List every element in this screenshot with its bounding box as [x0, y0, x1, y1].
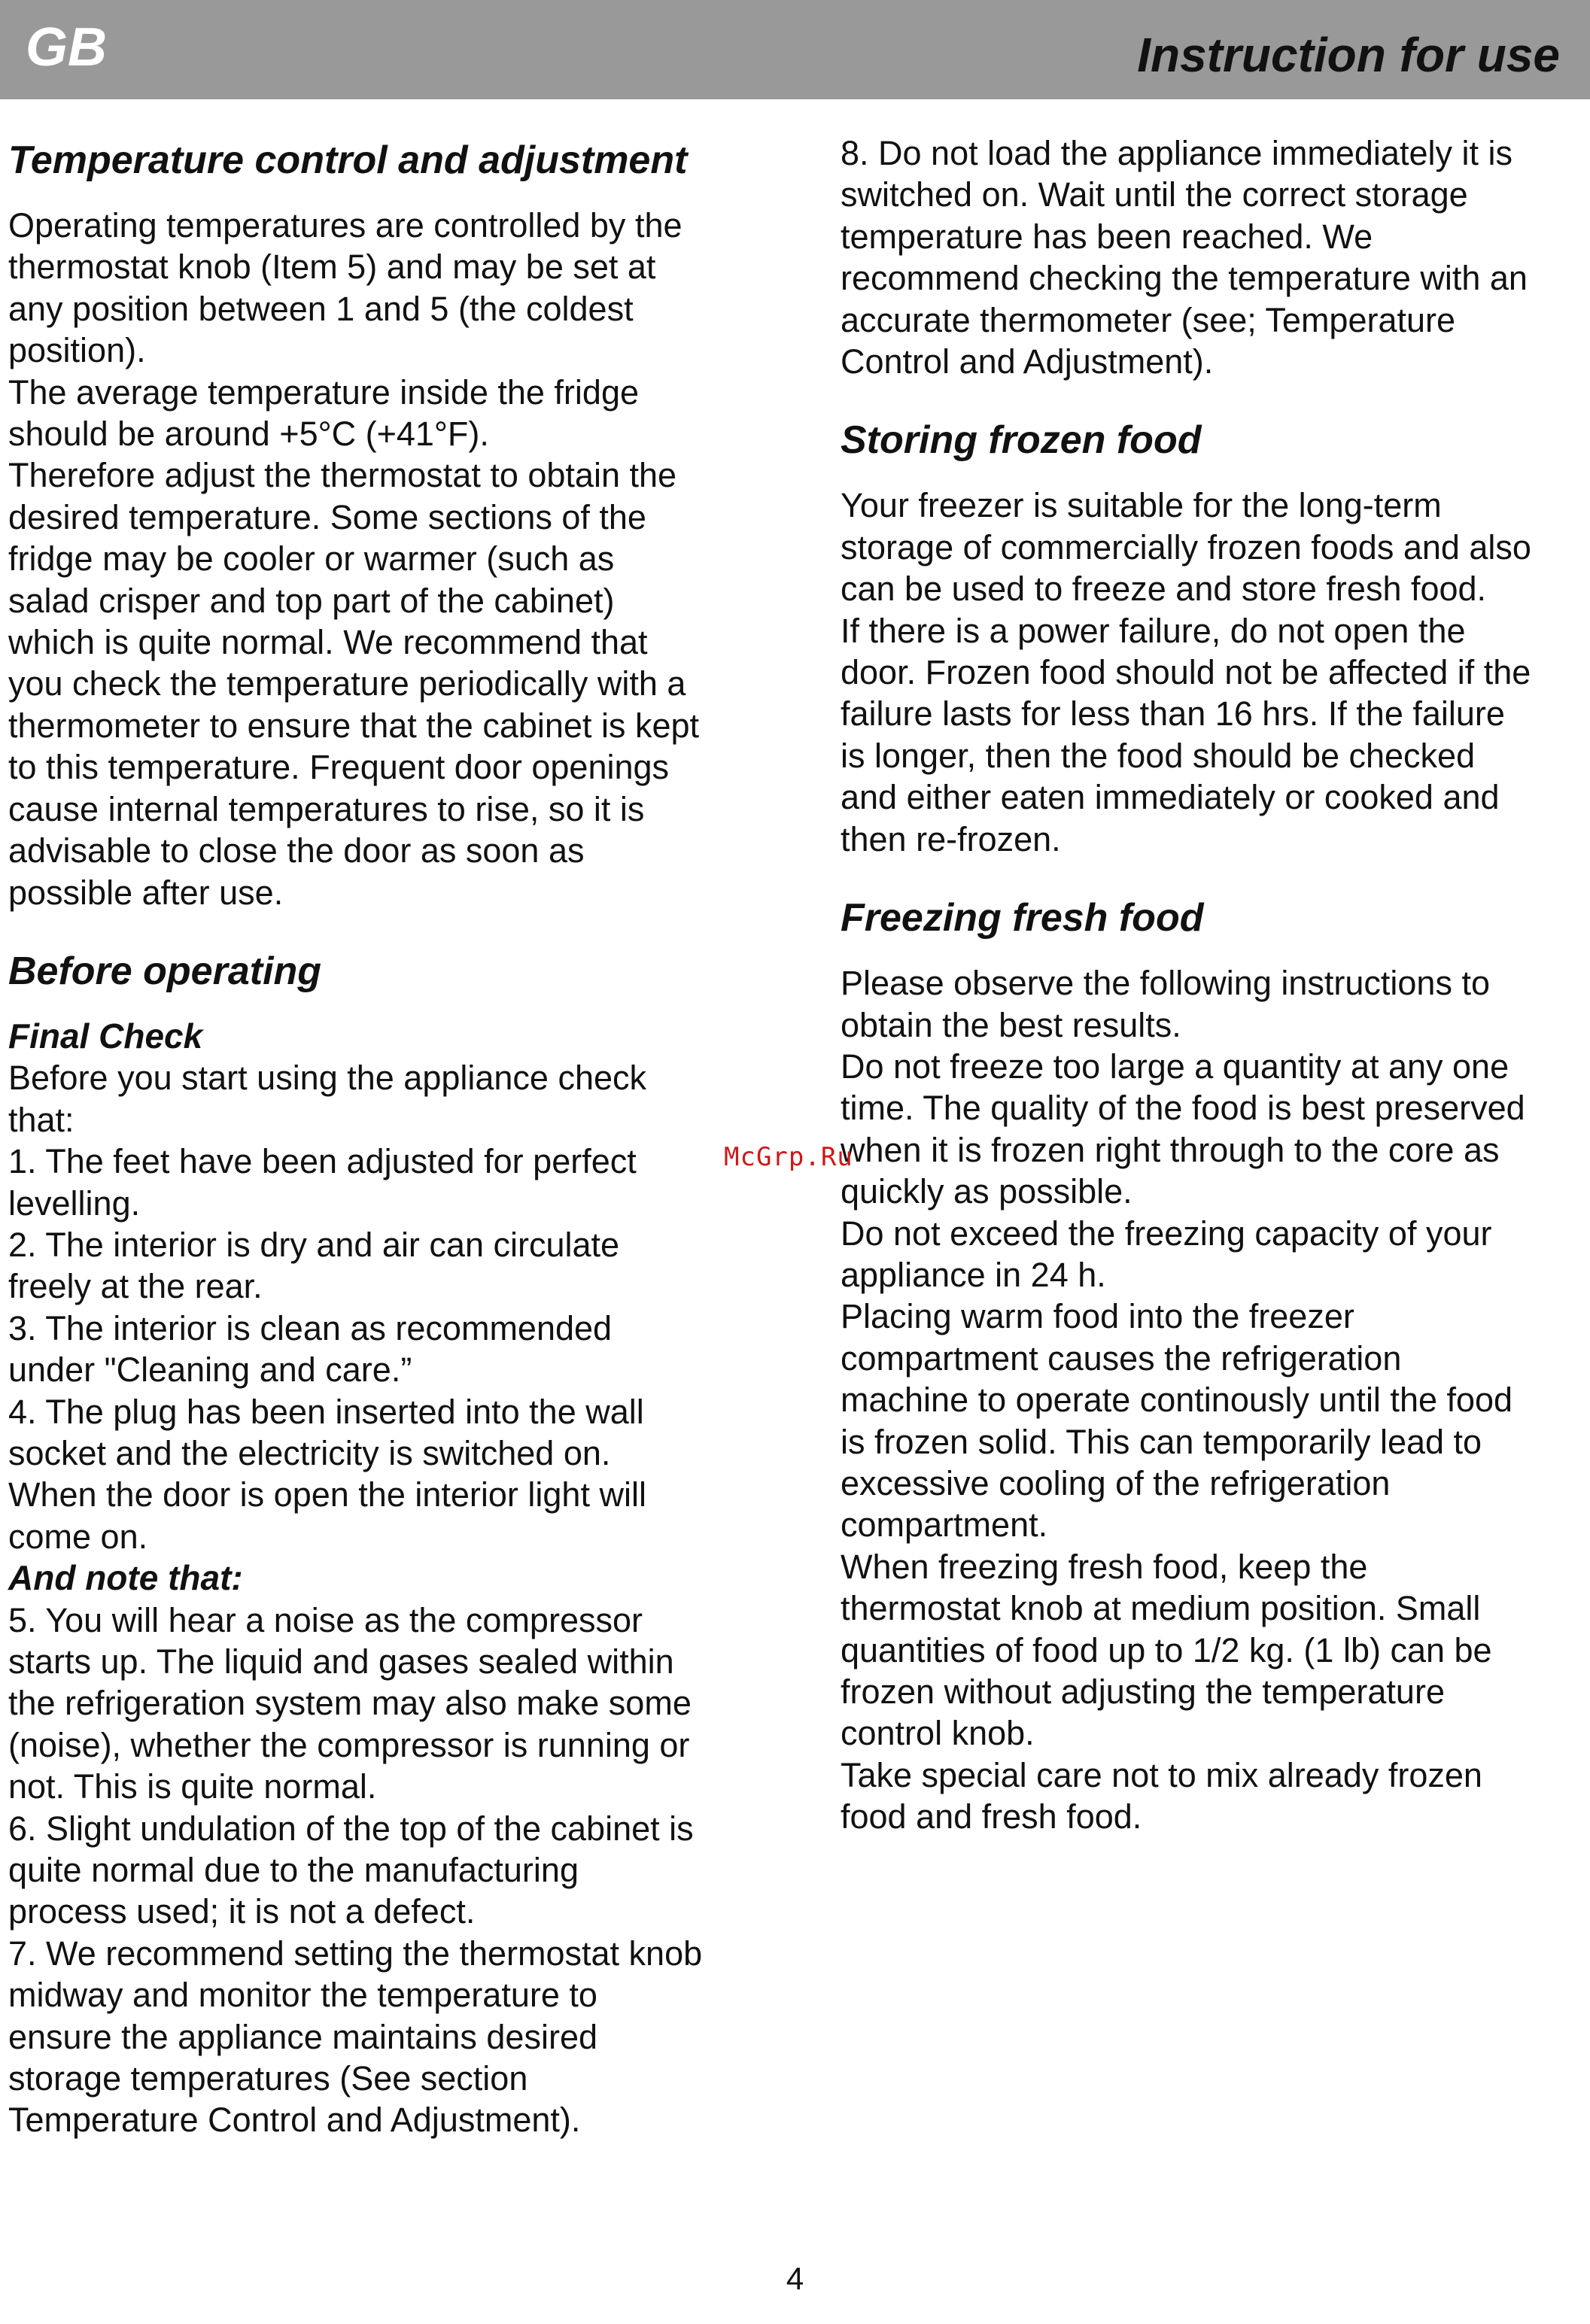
note-heading: And note that:: [8, 1558, 243, 1598]
freezing-fresh-food-text: Please observe the following instructions to obtain the best results. Do not freeze too large a quantity at any one time. The quality of the food is best preserved when it is frozen right through to the core as quickly as possible. Do not exceed the freezing capacity of your appliance in 24 h. Placing warm food into the freezer compartment causes the refrigeration machine to operate continously until the food is frozen solid. This can temporarily lead to excessive cooling of the refrigeration compartment. When freezing fresh food, keep the thermostat knob at medium position. Small quantities of food up to 1/2 kg. (1 lb) can be frozen without adjusting the temperature control knob. Take special care not to mix already frozen food and fresh food.: [841, 964, 1525, 1836]
note-text: 5. You will hear a noise as the compressor starts up. The liquid and gases sealed within the refrigeration system may also make some (noise), whether the compressor is running or not. This is quite normal. 6. Slight undulation of the top of the cabinet is quite normal due to the manufacturing process used; it is not a defect. 7. We recommend setting the thermostat knob midway and monitor the temperature to ensure the appliance maintains desired storage temperatures (See section Temperature Control and Adjustment).: [8, 1600, 703, 2140]
final-check-text: Before you start using the appliance check that: 1. The feet have been adjusted for perfect levelling. 2. The interior is dry and air can circulate freely at the rear. 3. The interior is clean as recommended under "Cleaning and care.” 4. The plug has been inserted into the wall socket and the electricity is switched on. When the door is open the interior light will come on.: [8, 1059, 647, 1556]
storing-frozen-food-text: Your freezer is suitable for the long-term storage of commercially frozen foods and also can be used to freeze and store fresh food. If there is a power failure, do not open the door. Frozen food should not be affected if the failure lasts for less than 16 hrs. If the failure is longer, then the food should be checked and either eaten immediately or cooked and then re-frozen.: [841, 486, 1531, 858]
spacer: [8, 188, 761, 205]
page-number: 4: [786, 2261, 804, 2296]
spacer: [841, 860, 1585, 890]
watermark: McGrp.Ru: [724, 1142, 853, 1172]
item-8-text: 8. Do not load the appliance immediately it is switched on. Wait until the correct storage temperature has been reached. We recommend checking the temperature with an accurate thermometer (see; Temperature Control and Adjustment).: [841, 134, 1528, 381]
spacer: [8, 913, 761, 943]
page-header: [0, 0, 1590, 99]
freezing-fresh-food-heading: Freezing fresh food: [841, 896, 1204, 940]
storing-frozen-food-heading: Storing frozen food: [841, 418, 1202, 463]
right-column: [841, 132, 1585, 1838]
document-title: Instruction for use: [1137, 28, 1560, 82]
temperature-control-text: Operating temperatures are controlled by the thermostat knob (Item 5) and may be set at any position between 1 and 5 (the coldest position). The average temperature inside the fridge should be around +5°C (+41°F). Therefore adjust the thermostat to obtain the desired temperature. Some sections of the fridge may be cooler or warmer (such as salad crisper and top part of the cabinet) which is quite normal. We recommend that you check the temperature periodically with a thermometer to ensure that the cabinet is kept to this temperature. Frequent door openings cause internal temperatures to rise, so it is advisable to close the door as soon as possible after use.: [8, 206, 699, 912]
spacer: [841, 468, 1585, 485]
temperature-control-heading: Temperature control and adjustment: [8, 138, 688, 182]
language-code: GB: [26, 17, 107, 77]
spacer: [841, 946, 1585, 962]
spacer: [8, 999, 761, 1016]
before-operating-heading: Before operating: [8, 949, 322, 993]
final-check-heading: Final Check: [8, 1016, 203, 1056]
spacer: [841, 382, 1585, 412]
left-column: [8, 132, 761, 2141]
